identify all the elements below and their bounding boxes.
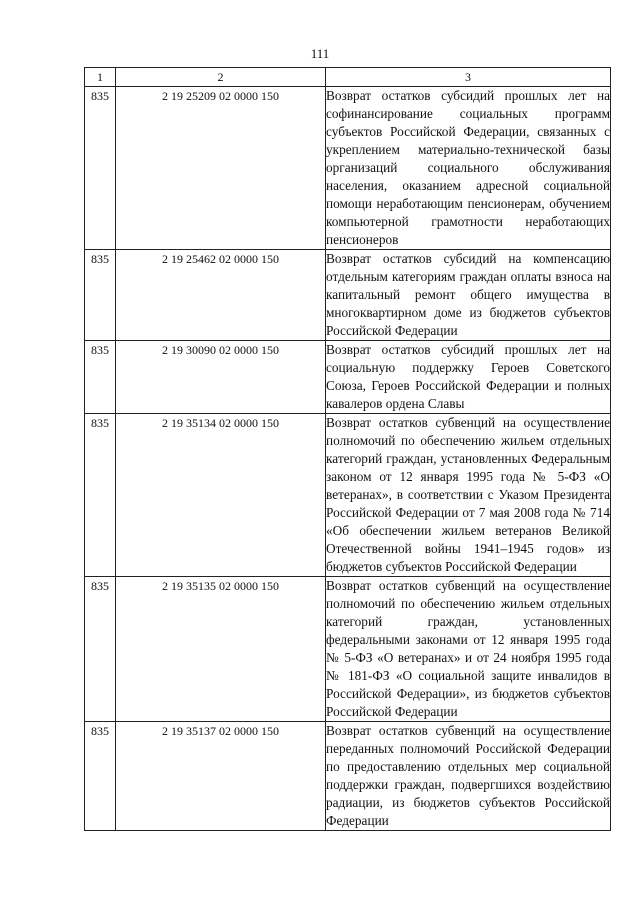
description-cell: Возврат остатков субвенций на осуществление переданных полномочий Российской Федерации по предоставлению отдельных мер социальной поддержки граждан, подвергшихся воздействию радиации, из бюджетов субъектов Российской Федерации bbox=[326, 722, 611, 831]
budget-code-cell: 2 19 35137 02 0000 150 bbox=[116, 722, 326, 831]
column-header-2: 2 bbox=[116, 68, 326, 87]
admin-code-cell: 835 bbox=[85, 341, 116, 414]
page-number: 111 bbox=[310, 46, 330, 61]
budget-classification-table bbox=[84, 67, 611, 831]
table-header-row bbox=[85, 68, 611, 87]
table-row bbox=[85, 250, 611, 341]
admin-code-cell: 835 bbox=[85, 414, 116, 577]
column-header-1: 1 bbox=[85, 68, 116, 87]
budget-code-cell: 2 19 35134 02 0000 150 bbox=[116, 414, 326, 577]
admin-code-cell: 835 bbox=[85, 577, 116, 722]
description-cell: Возврат остатков субвенций на осуществление полномочий по обеспечению жильем отдельных категорий граждан, установленных Федеральным законом от 12 января 1995 года № 5-ФЗ «О ветеранах», в соответствии с Указом Президента Российской Федерации от 7 мая 2008 года № 714 «Об обеспечении жильем ветеранов Великой Отечественной войны 1941–1945 годов» из бюджетов субъектов Российской Федерации bbox=[326, 414, 611, 577]
description-cell: Возврат остатков субвенций на осуществление полномочий по обеспечению жильем отдельных категорий граждан, установленных федеральными законами от 12 января 1995 года № 5-ФЗ «О ветеранах» и от 24 ноября 1995 года № 181-ФЗ «О социальной защите инвалидов в Российской Федерации», из бюджетов субъектов Российской Федерации bbox=[326, 577, 611, 722]
table-row bbox=[85, 577, 611, 722]
table-row bbox=[85, 722, 611, 831]
budget-code-cell: 2 19 25209 02 0000 150 bbox=[116, 87, 326, 250]
admin-code-cell: 835 bbox=[85, 250, 116, 341]
description-cell: Возврат остатков субсидий прошлых лет на софинансирование социальных программ субъектов Российской Федерации, связанных с укреплением материально-технической базы организаций социального обслуживания населения, оказанием адресной социальной помощи неработающим пенсионерам, обучением компьютерной грамотности неработающих пенсионеров bbox=[326, 87, 611, 250]
table-row bbox=[85, 341, 611, 414]
budget-code-cell: 2 19 25462 02 0000 150 bbox=[116, 250, 326, 341]
table-row bbox=[85, 414, 611, 577]
admin-code-cell: 835 bbox=[85, 722, 116, 831]
admin-code-cell: 835 bbox=[85, 87, 116, 250]
description-cell: Возврат остатков субсидий прошлых лет на социальную поддержку Героев Советского Союза, Героев Российской Федерации и полных кавалеров ордена Славы bbox=[326, 341, 611, 414]
table-row bbox=[85, 87, 611, 250]
budget-code-cell: 2 19 30090 02 0000 150 bbox=[116, 341, 326, 414]
description-cell: Возврат остатков субсидий на компенсацию отдельным категориям граждан оплаты взноса на капитальный ремонт общего имущества в многоквартирном доме из бюджетов субъектов Российской Федерации bbox=[326, 250, 611, 341]
column-header-3: 3 bbox=[326, 68, 611, 87]
budget-code-cell: 2 19 35135 02 0000 150 bbox=[116, 577, 326, 722]
